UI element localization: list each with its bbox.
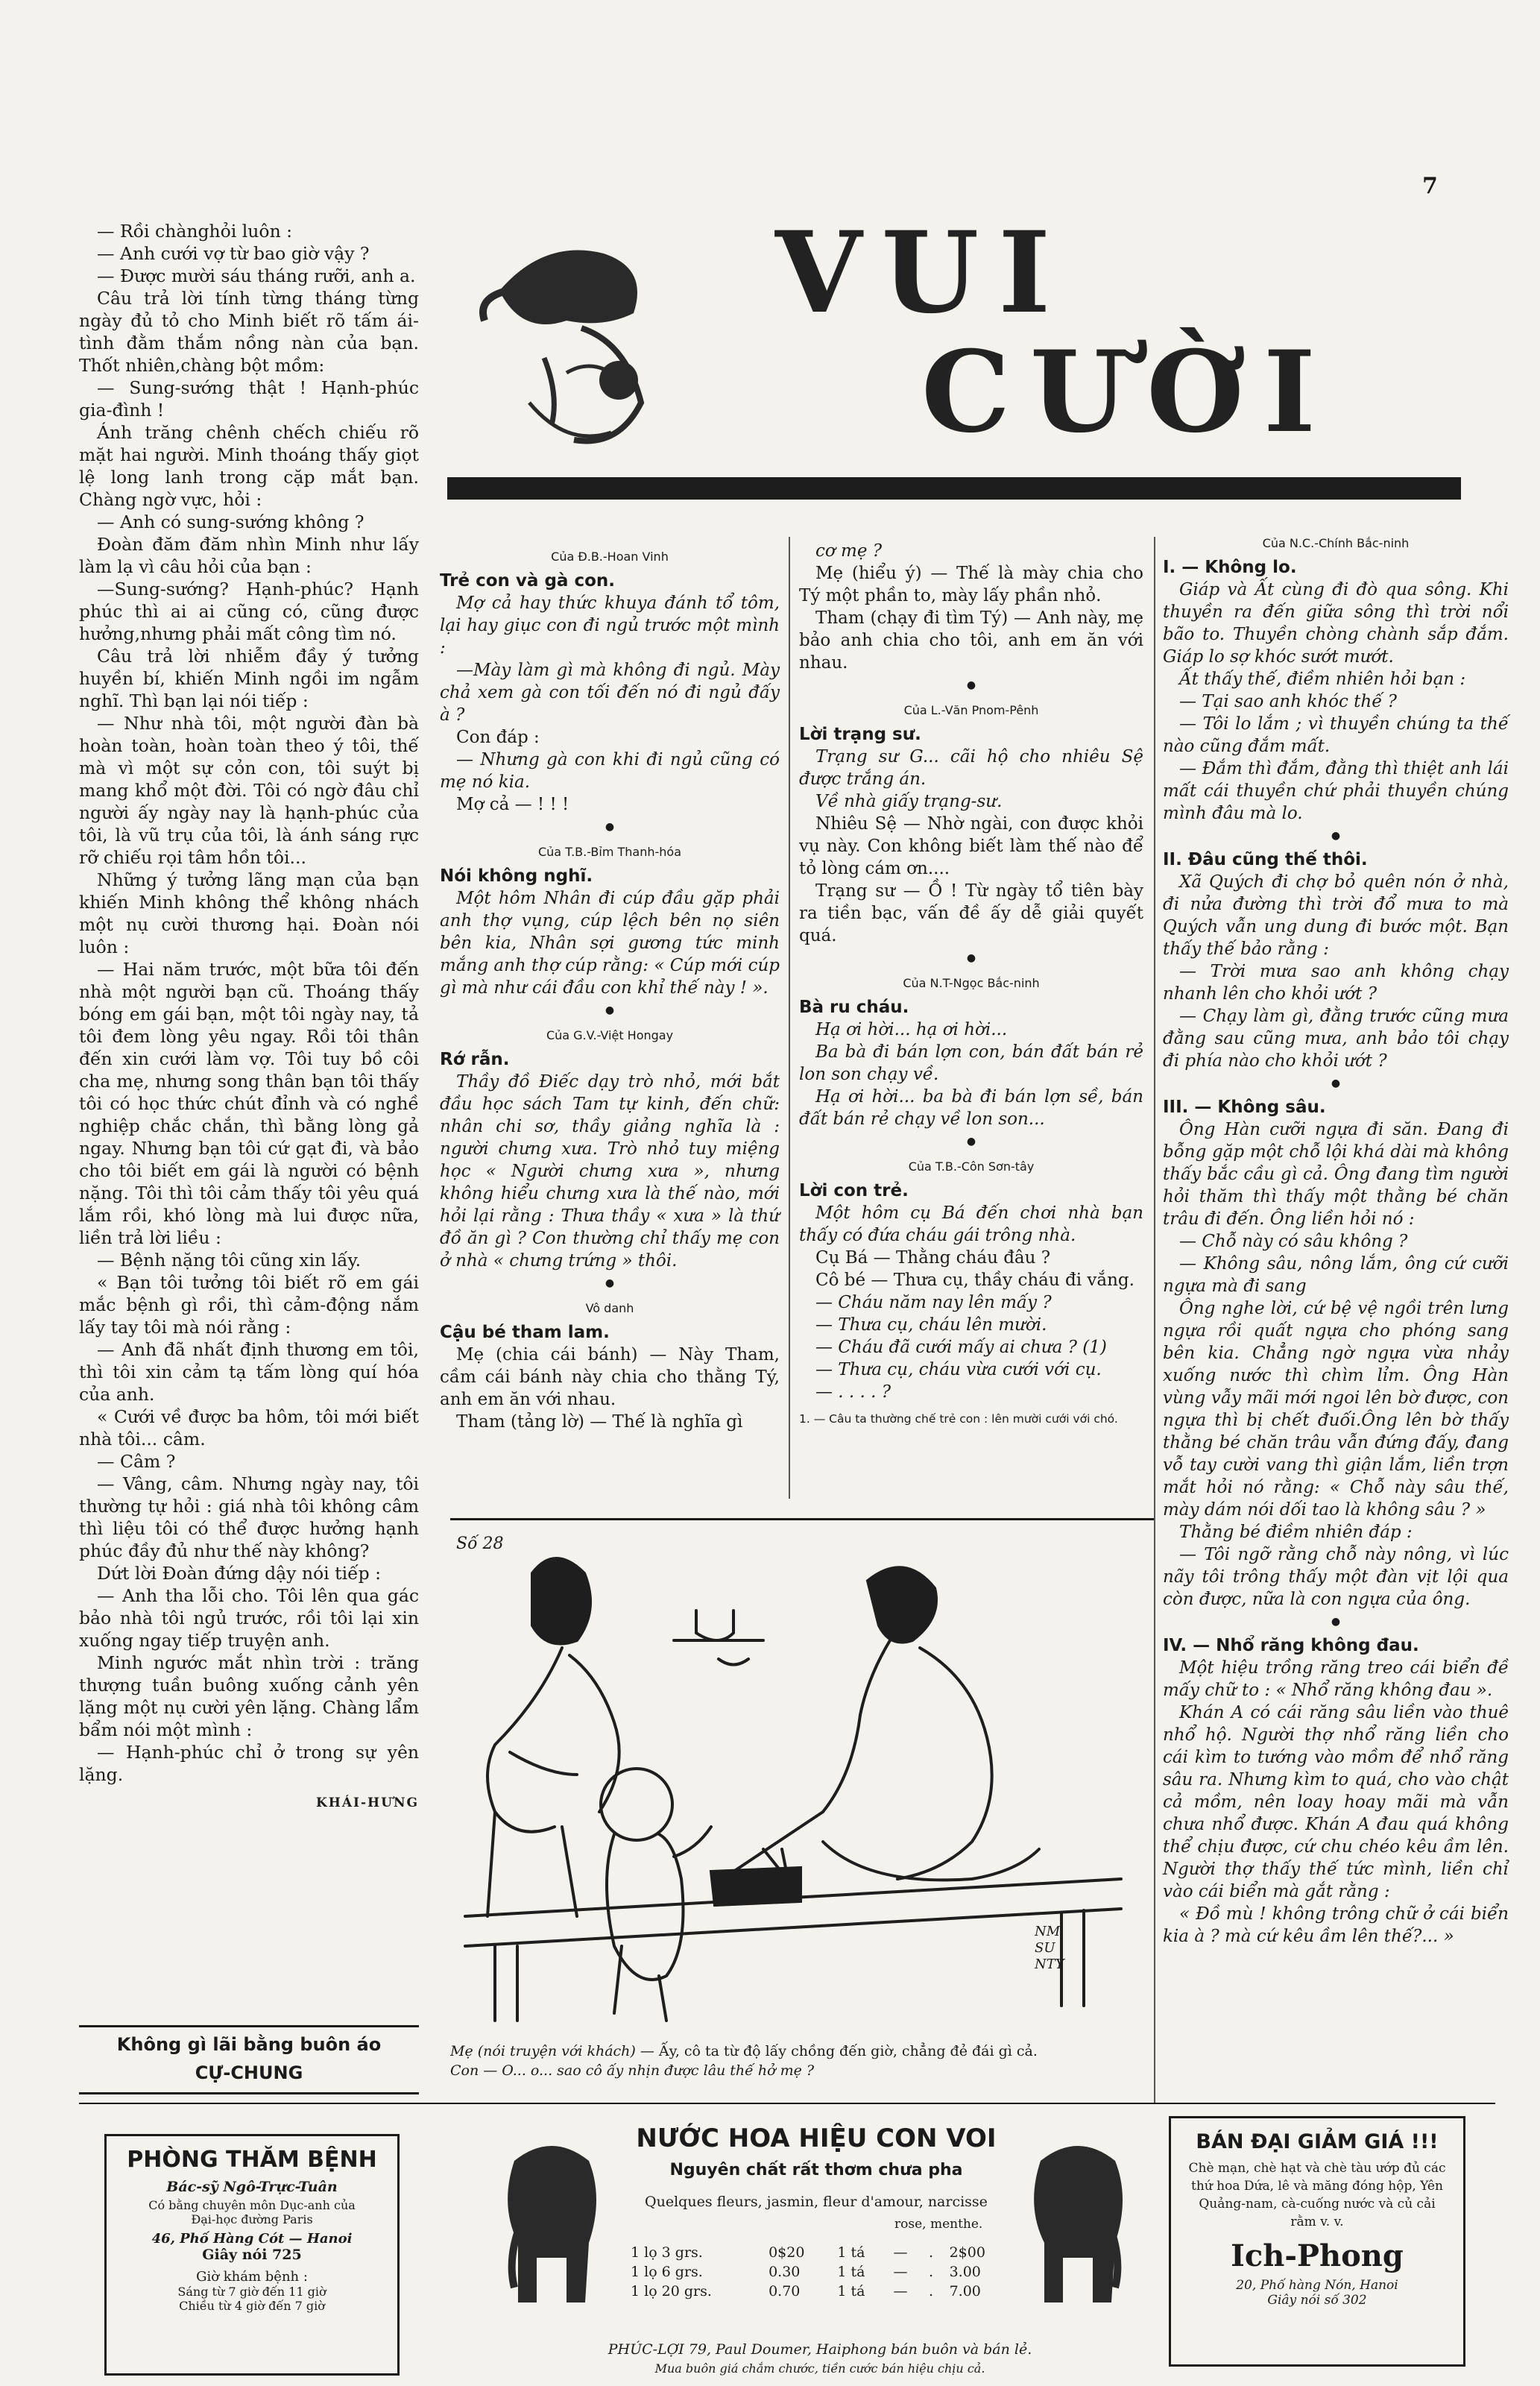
price-cell: — (893, 2264, 908, 2280)
ad-cu-chung-line-1: Không gì lãi bằng buôn áo (116, 2034, 382, 2055)
joke-line: — Thưa cụ, cháu lên mười. (815, 1315, 1047, 1335)
price-cell: 1 tá (837, 2244, 865, 2261)
ad-clinic-hours-1: Sáng từ 7 giờ đến 11 giờ (177, 2285, 326, 2299)
joke-title: Cậu bé tham lam. (440, 1323, 610, 1342)
header-title-cuoi: CƯỜI (921, 327, 1336, 458)
jokes-column-b (799, 540, 1143, 1427)
price-cell: . (928, 2283, 934, 2300)
story-paragraph: Dứt lời Đoàn đứng dậy nói tiếp : (97, 1563, 382, 1584)
story-paragraph: — Anh cưới vợ từ bao giờ vậy ? (97, 243, 370, 264)
joke-line: — Thưa cụ, cháu vừa cưới với cụ. (815, 1360, 1102, 1379)
joke-line: Mẹ (chia cái bánh) — Này Tham, cầm cái bánh này chia cho thằng Tý, anh em ăn với nhau. (440, 1345, 780, 1409)
ad-sale-title: BÁN ĐẠI GIẢM GIÁ !!! (1196, 2130, 1439, 2153)
joke-line: Giáp và Ất cùng đi đò qua sông. Khi thuyền ra đến giữa sông thì trời nổi bão to. Thuyền chòng chành sắp đắm. Giáp lo sợ khóc sướt mướt. (1163, 580, 1509, 667)
ad-perfume-scents (574, 2191, 1058, 2232)
caption-quote: Ấy, cô ta từ độ lấy chồng đến giờ, chẳng đẻ đái gì cả. (658, 2043, 1038, 2059)
jokes-column-c (1163, 529, 1509, 1948)
price-cell: 0.70 (769, 2283, 801, 2300)
ad-sale-body: Chè mạn, chè hạt và chè tàu ướp đủ các thứ hoa Dứa, lê và măng đóng hộp, Yên Quảng-nam, cà-cuống nước và củ cải rằm v. v. (1188, 2161, 1446, 2229)
price-row (626, 2262, 1014, 2282)
jokes-column-a (440, 543, 780, 1433)
price-cell: . (928, 2244, 934, 2261)
joke-line: Thằng bé điềm nhiên đáp : (1179, 1523, 1413, 1542)
story-column (79, 220, 419, 1814)
price-cell: — (893, 2283, 908, 2300)
price-cell: — (893, 2244, 908, 2261)
page-number: 7 (1422, 173, 1438, 199)
joke-title: I. — Không lo. (1163, 558, 1297, 577)
ad-perfume-price-table (626, 2243, 1014, 2301)
story-paragraph: — Như nhà tôi, một người đàn bà hoàn toàn, hoàn toàn theo ý tôi, thế mà vì một sự cỏn con, tôi suýt bị mang khổ một đời. Tôi có ngờ đâu chỉ người ấy ngày nay là hạnh-phúc của tôi, là vũ trụ của tôi, là ánh sáng rực rỡ chiếu rọi tâm hồn tôi... (79, 713, 419, 868)
story-author: KHÁI-HƯNG (316, 1795, 419, 1810)
joke-line: Khán A có cái răng sâu liền vào thuê nhổ hộ. Người thợ nhổ răng liền cho cái kìm to tướng vào mồm để nhổ răng sâu ra. Nhưng kìm to quá, cho vào chật cả mồm, nên loay hoay mãi mà vẫn chưa nhổ được. Khán A đau quá không thể chịu được, cứ chu chéo kêu ầm lên. Người thợ thấy thế tức mình, liền chỉ vào cái biển mà gắt rằng : (1163, 1703, 1509, 1901)
joke-divider-dot: ● (966, 679, 976, 691)
ad-perfume (492, 2124, 1137, 2385)
joke-line: Ba bà đi bán lợn con, bán đất bán rẻ lon son chạy về. (799, 1042, 1143, 1084)
joke-line: Một hiệu trồng răng treo cái biển đề mấy chữ to : « Nhổ răng không đau ». (1163, 1658, 1509, 1700)
joke-line: Hạ ơi hời... hạ ơi hời... (815, 1020, 1008, 1039)
story-paragraph: — Hai năm trước, một bữa tôi đến nhà một người bạn cũ. Thoáng thấy bóng em gái bạn, một tôi ngày nay, tả tôi đem lòng yêu ngay. Rồi tôi thân đến xin cưới làm vợ. Tôi tuy bồ côi cha mẹ, nhưng song thân bạn tôi thấy tôi có học thức chút đỉnh và có nghề nghiệp chắc chắn, thì bằng lòng gả ngay. Nhưng bạn tôi cứ gạt đi, và bảo cho tôi biết em gái là người có bệnh nặng. Tôi thì tôi cảm thấy tôi yêu quá lắm rồi, khó lòng mà lui được nữa, liền trả lời liều : (79, 959, 419, 1248)
price-cell: 3.00 (949, 2264, 981, 2280)
column-separator-1 (789, 537, 790, 1499)
ad-clinic-degree-1: Có bằng chuyên môn Dục-anh của (148, 2198, 356, 2212)
joke-divider-dot: ● (605, 821, 615, 833)
joke-byline: Vô danh (585, 1301, 634, 1315)
ad-clinic-degree-2: Đại-học đường Paris (191, 2212, 313, 2226)
joke-line: Ất thấy thế, điềm nhiên hỏi bạn : (1179, 670, 1466, 689)
ad-clinic-box (104, 2134, 400, 2376)
joke-line: — Trời mưa sao anh không chạy nhanh lên cho khỏi ướt ? (1163, 962, 1509, 1004)
ad-cu-chung-line-2: CỰ-CHUNG (195, 2062, 303, 2083)
cartoon-signature: NM SUNTY (1035, 1924, 1064, 1972)
joke-line: — Đắm thì đắm, đằng thì thiệt anh lái mất cái thuyền chứ phải thuyền chúng mình đâu mà lo. (1163, 759, 1509, 823)
caption-speaker: Mẹ (nói truyện với khách) — (450, 2043, 654, 2059)
story-paragraph: Câu trả lời tính từng tháng từng ngày đủ tỏ cho Minh biết rõ tấm ái-tình đằm thắm nồng nàn của bạn. Thốt nhiên,chàng bột mồm: (79, 288, 419, 376)
joke-title: Bà ru cháu. (799, 998, 909, 1017)
story-paragraph: — Anh tha lỗi cho. Tôi lên qua gác bảo nhà tôi ngủ trước, rồi tôi lại xin xuống ngay tiếp truyện anh. (79, 1585, 419, 1651)
story-paragraph: — Anh có sung-sướng không ? (97, 511, 365, 532)
story-paragraph: — Bệnh nặng tôi cũng xin lấy. (97, 1250, 362, 1271)
joke-title: II. Đâu cũng thế thôi. (1163, 850, 1368, 869)
joke-byline: Của Đ.B.-Hoan Vinh (551, 550, 669, 564)
story-rule-top (79, 2025, 419, 2027)
ad-clinic-title: PHÒNG THĂM BỆNH (127, 2147, 377, 2173)
ad-sale-phone: Giây nói số 302 (1267, 2293, 1367, 2308)
joke-line: Con đáp : (456, 728, 540, 747)
header-title-vui: VUI (775, 207, 1070, 339)
joke-line: — Cháu năm nay lên mấy ? (815, 1293, 1052, 1312)
joke-line: Ông nghe lời, cứ bệ vệ ngồi trên lưng ngựa rồi quất ngựa cho phóng sang bên kia. Chẳng ngờ ngựa vừa nhảy xuống nước thì chìm lỉm. Ông Hàn vùng vẫy mãi mới ngoi lên bờ được, con ngựa thì bị chết đuối.Ông lên bờ thấy thằng bé chăn trâu vẫn đứng đấy, đang vỗ tay cười vang thì giận lắm, liền trợn mắt hỏi nó rằng: « Chỗ này sâu thế, mày dám nói dối tao là không sâu ? » (1163, 1299, 1509, 1520)
price-cell: . (928, 2264, 934, 2280)
story-paragraph: — Vâng, câm. Nhưng ngày nay, tôi thường tự hỏi : giá nhà tôi không câm thì liệu tôi có thể được hưởng hạnh phúc đầy đủ như thế này không? (79, 1473, 419, 1561)
joke-line: Tham (tảng lờ) — Thế là nghĩa gì (456, 1412, 743, 1432)
joke-byline: Của T.B.-Côn Sơn-tây (908, 1159, 1035, 1174)
joke-divider-dot: ● (1331, 830, 1341, 842)
caption-child: Con — O... o... sao cô ấy nhịn được lâu thế hở mẹ ? (450, 2062, 815, 2079)
story-paragraph: Đoàn đăm đăm nhìn Minh như lấy làm lạ vì câu hỏi của bạn : (79, 534, 419, 577)
price-cell: 1 lọ 6 grs. (631, 2264, 703, 2280)
story-paragraph: Những ý tưởng lãng mạn của bạn khiến Minh không thể không nhách một nụ cười thương hại. Đoàn nói luôn : (79, 869, 419, 957)
joke-line: Trạng sư — Ồ ! Từ ngày tổ tiên bày ra tiền bạc, vấn đề ấy dễ giải quyết quá. (799, 881, 1143, 945)
joke-divider-dot: ● (966, 952, 976, 964)
joke-line: — Tôi lo lắm ; vì thuyền chúng ta thế nào cũng đắm mất. (1163, 714, 1509, 756)
story-paragraph: — Sung-sướng thật ! Hạnh-phúc gia-đình ! (79, 377, 419, 421)
joke-line: — Nhưng gà con khi đi ngủ cũng có mẹ nó kia. (440, 750, 780, 792)
ad-perfume-footer (559, 2340, 1081, 2379)
story-paragraph: Câu trả lời nhiễm đầy ý tưởng huyền bí, khiến Minh ngồi im ngẫm nghĩ. Thì bạn lại nói tiếp : (79, 646, 419, 711)
joke-line: Xã Quých đi chợ bỏ quên nón ở nhà, đi nửa đường thì trời đổ mưa to mà Quých vẫn ung dung đi bước một. Bạn thấy thế bảo rằng : (1163, 872, 1509, 959)
joke-line: Cụ Bá — Thằng cháu đâu ? (815, 1248, 1051, 1268)
cartoon-caption (450, 2042, 1158, 2080)
ad-clinic-phone: Giây nói 725 (202, 2247, 302, 2263)
joke-divider-dot: ● (1331, 1616, 1341, 1628)
elephant-left-icon (492, 2131, 611, 2317)
story-paragraph: Minh ngước mắt nhìn trời : trăng thượng tuần buông xuống cảnh yên lặng một nụ cười yên lặng. Chàng lẩm bẩm nói một mình : (79, 1652, 419, 1740)
price-cell: 1 tá (837, 2283, 865, 2300)
price-cell: 1 tá (837, 2264, 865, 2280)
ad-sale-address: 20, Phố hàng Nón, Hanoi (1236, 2278, 1398, 2293)
price-cell: 0.30 (769, 2264, 801, 2280)
joke-line: Mợ cả hay thức khuya đánh tổ tôm, lại hay giục con đi ngủ trước một mình : (440, 594, 780, 658)
joke-line: Ông Hàn cưỡi ngựa đi săn. Đang đi bỗng gặp một chỗ lội khá dài mà không thấy bắc cầu gì cả. Ông đang tìm người hỏi thăm thì thấy một thằng bé chăn trâu đi đến. Ông liền hỏi nó : (1163, 1120, 1509, 1229)
joke-line: Hạ ơi hời... ba bà đi bán lợn sề, bán đất bán rẻ chạy về lon son... (799, 1087, 1143, 1129)
ad-sale-box (1169, 2116, 1465, 2367)
joke-line: Nhiêu Sệ — Nhờ ngài, con được khỏi vụ này. Con không biết làm thế nào để tỏ lòng cám ơn.... (799, 814, 1143, 878)
joke-title: Trẻ con và gà con. (440, 571, 615, 591)
joke-divider-dot: ● (1331, 1077, 1341, 1089)
ad-perfume-title: NƯỚC HOA HIỆU CON VOI (636, 2124, 997, 2153)
joke-divider-dot: ● (605, 1277, 615, 1289)
joke-title: Lời con trẻ. (799, 1181, 909, 1200)
cartoon-label: Số 28 (456, 1534, 504, 1553)
price-row (626, 2243, 1014, 2262)
joke-byline: Của N.C.-Chính Bắc-ninh (1262, 536, 1410, 550)
joke-divider-dot: ● (605, 1004, 615, 1016)
ad-clinic-hours-title: Giờ khám bệnh : (196, 2269, 308, 2285)
price-cell: 1 lọ 20 grs. (631, 2283, 712, 2300)
column-separator-2 (1154, 537, 1155, 2103)
price-cell: 2$00 (949, 2244, 985, 2261)
story-paragraph: « Bạn tôi tưởng tôi biết rõ em gái mắc bệnh gì rồi, thì cảm-động nắm lấy tay tôi mà nói rằng : (79, 1272, 419, 1338)
ad-clinic-address: 46, Phố Hàng Cót — Hanoi (151, 2231, 353, 2247)
joke-line: — Cháu đã cưới mấy ai chưa ? (1) (815, 1338, 1107, 1357)
joke-line: Thầy đồ Điếc dạy trò nhỏ, mới bắt đầu học sách Tam tự kinh, đến chữ: nhân chi sơ, thầy giảng nghĩa là : người chưng xưa. Trò nhỏ tuy miệng học « Người chưng xưa », nhưng không hiểu chưng xưa là thế nào, mới hỏi lại rằng : Thưa thầy « xưa » là thứ đồ ăn gì ? Con thường chỉ thấy mẹ con ở nhà « chưng trứng » thôi. (440, 1072, 780, 1271)
ad-clinic-doctor: Bác-sỹ Ngô-Trực-Tuân (166, 2179, 338, 2195)
joke-byline: Của N.T-Ngọc Bắc-ninh (903, 976, 1040, 990)
story-rule-bottom (79, 2092, 419, 2094)
joke-byline: Của L.-Văn Pnom-Pênh (903, 703, 1039, 717)
joke-line: — Tại sao anh khóc thế ? (1179, 692, 1397, 711)
story-paragraph: — Được mười sáu tháng rưỡi, anh a. (97, 265, 416, 286)
joke-title: Lời trạng sư. (799, 725, 921, 744)
joke-line: Mợ cả — ! ! ! (456, 795, 569, 814)
scents-line-1: Quelques fleurs, jasmin, fleur d'amour, narcisse (645, 2194, 988, 2210)
header-face-illustration (455, 224, 693, 470)
joke-title: Rớ rẫn. (440, 1050, 510, 1069)
joke-line: Trạng sư G... cãi hộ cho nhiêu Sệ được trắng án. (799, 747, 1143, 789)
ad-clinic-hours-2: Chiều từ 4 giờ đến 7 giờ (179, 2299, 325, 2313)
elephant-right-icon (1018, 2131, 1137, 2317)
header-bar (447, 477, 1461, 500)
joke-line: « Đồ mù ! không trông chữ ở cái biển kia à ? mà cứ kêu ầm lên thế?... » (1163, 1904, 1509, 1946)
ad-perfume-subtitle: Nguyên chất rất thơm chưa pha (669, 2161, 963, 2179)
cartoon-rule-top (450, 1518, 1154, 1520)
joke-byline: Của T.B.-Bỉm Thanh-hóa (537, 845, 682, 859)
joke-title: IV. — Nhổ răng không đau. (1163, 1636, 1419, 1655)
ad-perfume-footer-2: Mua buôn giá chắm chước, tiền cước bán hiệu chịu cả. (654, 2361, 985, 2376)
joke-line: cơ mẹ ? (815, 541, 883, 561)
joke-line: — Tôi ngỡ rằng chỗ này nông, vì lúc nãy tôi trông thấy một đàn vịt lội qua còn được, nữa là con ngựa của ông. (1163, 1545, 1509, 1609)
joke-line: — . . . . ? (815, 1382, 892, 1402)
ad-sale-brand: Ich-Phong (1231, 2238, 1404, 2273)
joke-line: Về nhà giấy trạng-sư. (815, 792, 1003, 811)
joke-divider-dot: ● (966, 1136, 976, 1148)
joke-line: Một hôm Nhân đi cúp đầu gặp phải anh thợ vụng, cúp lệch bên nọ siên bên kia, Nhân sợi gương tức minh mắng anh thợ cúp rằng: « Cúp mới cúp gì mà như cái đầu con khỉ thế này ! ». (440, 889, 780, 998)
joke-line: — Chỗ này có sâu không ? (1179, 1232, 1408, 1251)
story-paragraph: Ánh trăng chênh chếch chiếu rõ mặt hai người. Minh thoáng thấy giọt lệ long lanh trong cặp mắt bạn. Chàng ngờ vực, hỏi : (79, 422, 419, 510)
joke-line: Mẹ (hiểu ý) — Thế là mày chia cho Tý một phần to, mày lấy phần nhỏ. (799, 564, 1143, 605)
bottom-rule (79, 2103, 1495, 2104)
story-paragraph: — Hạnh-phúc chỉ ở trong sự yên lặng. (79, 1742, 419, 1785)
joke-title: III. — Không sâu. (1163, 1098, 1326, 1117)
price-cell: 7.00 (949, 2283, 981, 2300)
joke-line: Cô bé — Thưa cụ, thầy cháu đi vắng. (815, 1271, 1135, 1290)
story-paragraph: —Sung-sướng? Hạnh-phúc? Hạnh phúc thì ai ai cũng có, cũng được hưởng,nhưng phải mất công tìm nó. (79, 579, 419, 644)
story-paragraph: « Cưới về được ba hôm, tôi mới biết nhà tôi... câm. (79, 1406, 419, 1449)
story-paragraph: — Rồi chànghỏi luôn : (97, 221, 293, 242)
ad-perfume-footer-1: PHÚC-LỢI 79, Paul Doumer, Haiphong bán buôn và bán lẻ. (608, 2341, 1032, 2358)
story-paragraph: — Anh đã nhất định thương em tôi, thì tôi xin cảm tạ tấm lòng quí hóa của anh. (79, 1339, 419, 1405)
scents-line-2: rose, menthe. (894, 2217, 983, 2232)
joke-title: Nói không nghĩ. (440, 866, 593, 886)
price-row (626, 2282, 1014, 2301)
joke-line: —Mày làm gì mà không đi ngủ. Mày chả xem gà con tối đến nó đi ngủ đấy à ? (440, 661, 780, 725)
joke-line: — Không sâu, nông lắm, ông cứ cưỡi ngựa mà đi sang (1163, 1254, 1509, 1296)
price-cell: 0$20 (769, 2244, 805, 2261)
footnote: 1. — Câu ta thường chế trẻ con : lên mười cưới với chó. (799, 1412, 1118, 1426)
joke-byline: Của G.V.-Việt Hongay (546, 1028, 674, 1042)
story-paragraph: — Câm ? (97, 1451, 176, 1472)
joke-line: Tham (chạy đi tìm Tý) — Anh này, mẹ bảo anh chia cho tôi, anh em ăn với nhau. (799, 608, 1143, 673)
price-cell: 1 lọ 3 grs. (631, 2244, 703, 2261)
joke-line: — Chạy làm gì, đằng trước cũng mưa đằng sau cũng mưa, anh bảo tôi chạy đi phía nào cho khỏi ướt ? (1163, 1007, 1509, 1071)
joke-line: Một hôm cụ Bá đến chơi nhà bạn thấy có đứa cháu gái trông nhà. (799, 1203, 1143, 1245)
